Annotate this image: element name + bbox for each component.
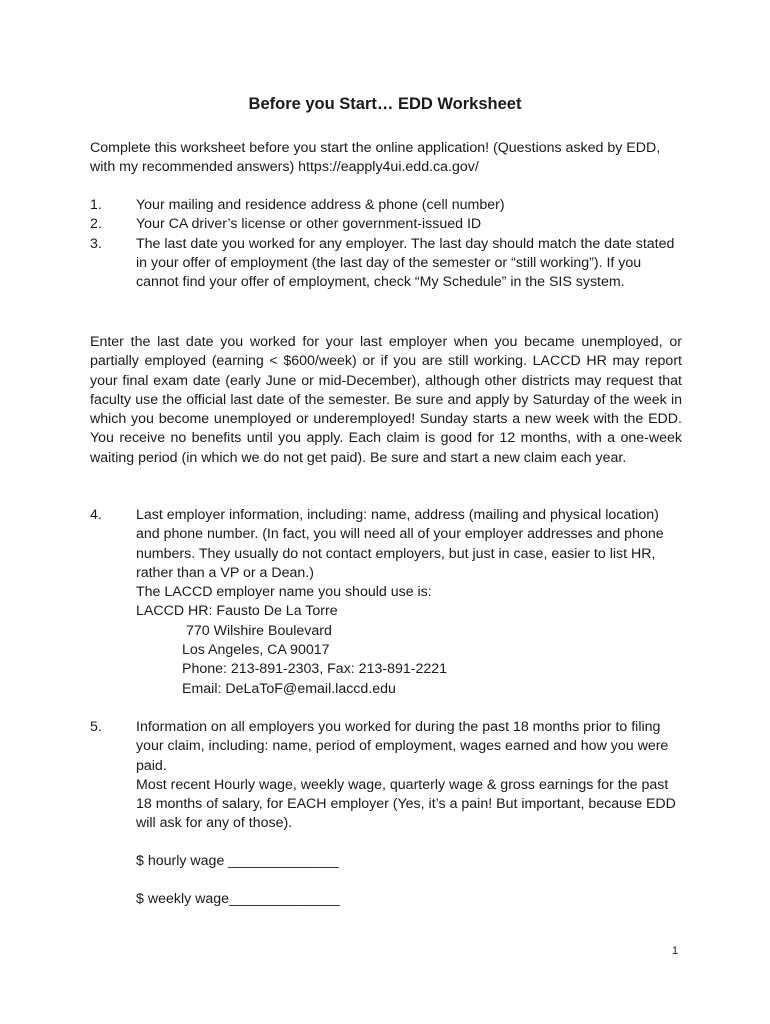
- list-item: [90, 235, 682, 293]
- page-title: Before you Start… EDD Worksheet: [248, 95, 522, 113]
- list-item: [90, 196, 682, 215]
- list-item: [90, 215, 682, 234]
- intro-paragraph: Complete this worksheet before you start the online application! (Questions asked by EDD, with my recommended answers) https://eapply4ui.edd.ca.gov/: [90, 140, 661, 176]
- list-item: [90, 718, 682, 776]
- employer-intro: The LACCD employer name you should use is:: [136, 584, 432, 601]
- list-number: 4.: [90, 507, 102, 523]
- list-number: 3.: [90, 235, 102, 252]
- checklist-top: [90, 196, 682, 292]
- list-item-employer: [90, 506, 682, 699]
- email-line: Email: DeLaToF@email.laccd.edu: [182, 680, 396, 697]
- list-number: 1.: [90, 197, 102, 213]
- address-line-1: 770 Wilshire Boulevard: [186, 622, 332, 639]
- wage-instructions: Most recent Hourly wage, weekly wage, quarterly wage & gross earnings for the past 18 months of salary, for EACH employer (Yes, it’s a pain! But important, because EDD will ask for any of those).: [136, 776, 676, 832]
- page-number: 1: [672, 945, 679, 957]
- list-text: Information on all employers you worked for during the past 18 months prior to filing your claim, including: name, period of employment, wages earned and how you were paid.: [136, 719, 669, 774]
- hourly-wage-field: $ hourly wage ______________: [136, 853, 339, 869]
- list-text: Your CA driver’s license or other government-issued ID: [136, 216, 482, 233]
- list-item: [90, 506, 682, 583]
- hr-address-block: [90, 622, 682, 699]
- phone-line: Phone: 213-891-2303, Fax: 213-891-2221: [182, 661, 448, 678]
- list-item-past-employers: [90, 718, 682, 834]
- list-text: Last employer information, including: name, address (mailing and physical location) and phone number. (In fact, you will need all of your employer addresses and phone numbers. They usually do not contact employers, but just in case, easier to list HR, rather than a VP or a Dean.): [136, 507, 664, 581]
- list-text: The last date you worked for any employer. The last day should match the date stated in your offer of employment (the last day of the semester or “still working”). If you cannot find your offer of employment, check “My Schedule” in the SIS system.: [136, 235, 675, 291]
- last-date-paragraph: Enter the last date you worked for your last employer when you became unemployed, or partially employed (earning < $600/week) or if you are still working. LACCD HR may report your final exam date (early June or mid-December), although other districts may request that faculty use the official last date of the semester. Be sure and apply by Saturday of the week in which you become unemployed or underemployed! Sunday starts a new week with the EDD. You receive no benefits until you apply. Each claim is good for 12 months, with a one-week waiting period (in which we do not get paid). Be sure and start a new claim each year.: [90, 334, 682, 466]
- list-text: Your mailing and residence address & phone (cell number): [136, 197, 505, 213]
- weekly-wage-field: $ weekly wage______________: [136, 891, 340, 907]
- list-number: 2.: [90, 216, 102, 233]
- list-number: 5.: [90, 719, 102, 735]
- hr-contact-line: LACCD HR: Fausto De La Torre: [136, 603, 338, 620]
- address-line-2: Los Angeles, CA 90017: [182, 642, 330, 659]
